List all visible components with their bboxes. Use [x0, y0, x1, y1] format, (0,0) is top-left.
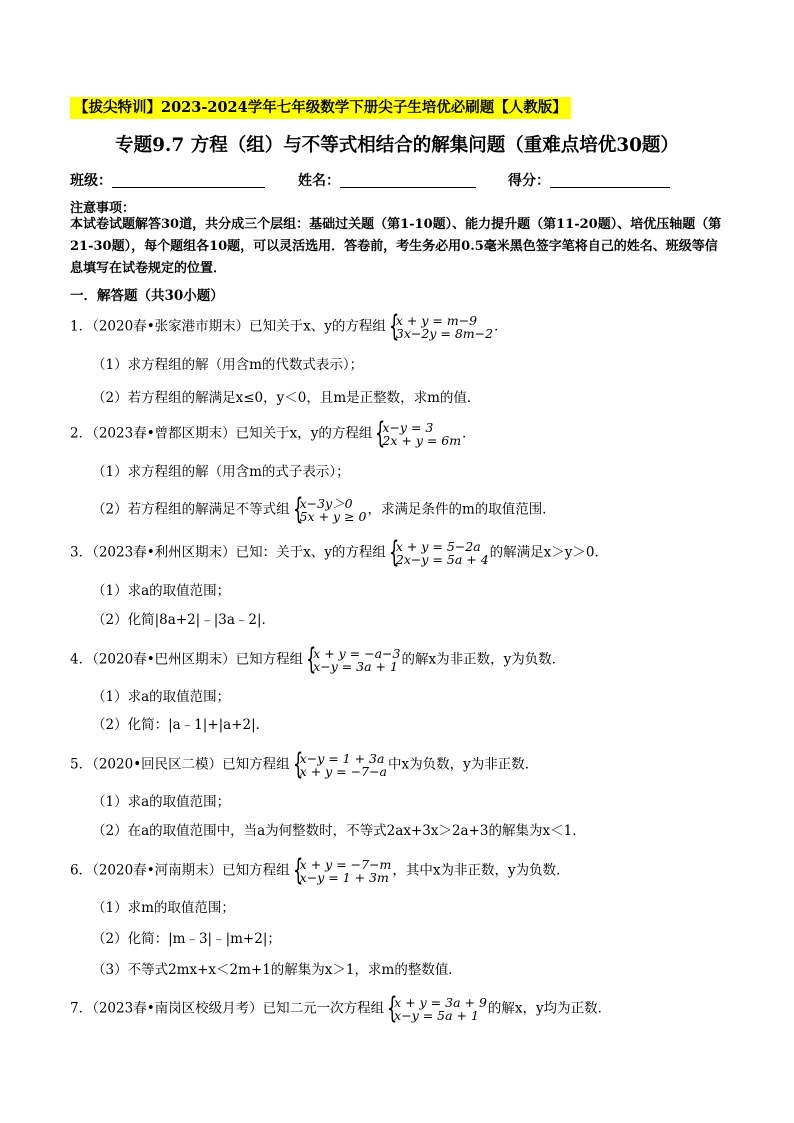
- sub-question-text: （2）若方程组的解满足不等式组: [92, 501, 290, 518]
- sub-question: （2）化简|8a+2|﹣|3a﹣2|．: [92, 612, 276, 628]
- name-blank[interactable]: [340, 173, 476, 188]
- equation-line: 2x + y = 6m: [382, 433, 462, 448]
- equation-system: [385, 996, 487, 1022]
- question-number: 3．: [70, 544, 93, 561]
- equation-line: 3x−2y = 8m−2: [395, 326, 494, 341]
- sub-question: （1）求a的取值范围；: [92, 689, 231, 705]
- class-blank[interactable]: [112, 173, 265, 188]
- question-stem-end: 中x为负数，y为非正数．: [387, 756, 539, 773]
- name-label: 姓名：: [298, 173, 340, 189]
- score-field[interactable]: [508, 170, 670, 190]
- equation-line: { x + y = 3a + 9: [394, 995, 487, 1010]
- question-stem: （2023春•利州区期末）已知：关于x、y的方程组: [92, 544, 386, 561]
- equation-line: { x + y = −a−3: [313, 646, 401, 661]
- question-5: [70, 752, 538, 778]
- sub-question: （2）若方程组的解满足x≤0，y＜0，且m是正整数，求m的值．: [92, 390, 481, 406]
- equation-line: { x + y = 5−2a: [395, 539, 481, 554]
- equation-system: [373, 421, 461, 447]
- question-4: [70, 647, 565, 673]
- equation-system: [387, 540, 489, 566]
- class-label: 班级：: [70, 173, 112, 189]
- sub-question: （1）求a的取值范围；: [92, 794, 231, 810]
- sub-question: （2）化简：|a﹣1|+|a+2|．: [92, 717, 270, 733]
- sub-question: （1）求方程组的解（用含m的代数式表示）；: [92, 357, 364, 373]
- question-number: 7．: [70, 1000, 93, 1017]
- series-tag: 【拔尖特训】2023-2024学年七年级数学下册尖子生培优必刷题【人教版】: [70, 97, 571, 119]
- notice-text: 本试卷试题解答30道，共分成三个层组：基础过关题（第1-10题）、能力提升题（第11-20题）、培优压轴题（第21-30题），每个题组各10题，可以灵活选用．答卷前，考生务必用0.5毫米黑色签字笔将自己的姓名、班级等信息填写在试卷规定的位置．: [70, 217, 722, 276]
- question-number: 6．: [70, 862, 93, 879]
- sub-question-text: ，求满足条件的m的取值范围．: [367, 501, 556, 518]
- question-7: [70, 996, 611, 1022]
- equation-line: 2x−y = 5a + 4: [395, 552, 489, 567]
- equation-line: { x−y = 1 + 3a: [299, 751, 385, 766]
- question-2: [70, 421, 476, 447]
- question-stem-end: 的解x为非正数，y为负数．: [401, 651, 566, 668]
- equation-system: [387, 314, 493, 340]
- question-stem: （2020春•张家港市期末）已知关于x、y的方程组: [92, 318, 386, 335]
- equation-line: x + y = −7−a: [299, 764, 387, 779]
- question-stem: （2020春•河南期末）已知方程组: [92, 862, 290, 879]
- question-stem-end: ，其中x为非正数，y为负数．: [392, 862, 570, 879]
- sub-question: （1）求方程组的解（用含m的式子表示）；: [92, 464, 350, 480]
- question-3: [70, 540, 608, 566]
- page-title: 专题9.7 方程（组）与不等式相结合的解集问题（重难点培优30题）: [115, 135, 679, 156]
- question-stem: （2020•回民区二模）已知方程组: [92, 756, 290, 773]
- question-stem-end: ．: [462, 425, 476, 442]
- equation-system: [291, 858, 392, 884]
- question-stem-end: 的解满足x＞y＞0．: [489, 544, 608, 561]
- sub-question: （3）不等式2mx+x＜2m+1的解集为x＞1，求m的整数值．: [92, 962, 462, 978]
- sub-question: （1）求a的取值范围；: [92, 583, 231, 599]
- inequality-system: [291, 497, 367, 523]
- equation-line: { x−y = 3: [382, 420, 434, 435]
- equation-line: x−y = 1 + 3m: [299, 870, 389, 885]
- sub-question: （2）化简：|m﹣3|﹣|m+2|；: [92, 931, 281, 947]
- question-stem: （2023春•曾都区期末）已知关于x，y的方程组: [92, 425, 373, 442]
- question-stem: （2020春•巴州区期末）已知方程组: [92, 651, 304, 668]
- question-number: 1．: [70, 318, 93, 335]
- question-stem-end: ．: [494, 318, 508, 335]
- section-heading: 一．解答题（共30小题）: [70, 288, 224, 304]
- sub-question: （2）在a的取值范围中，当a为何整数时，不等式2ax+3x＞2a+3的解集为x＜1．: [92, 823, 586, 839]
- inequality-line: 5x + y ≥ 0: [299, 509, 367, 524]
- equation-line: { x + y = −7−m: [299, 857, 392, 872]
- equation-line: x−y = 5a + 1: [394, 1008, 479, 1023]
- question-number: 4．: [70, 651, 93, 668]
- equation-line: { x + y = m−9: [395, 313, 478, 328]
- sub-question: （1）求m的取值范围；: [92, 900, 235, 916]
- student-info-fields: [70, 170, 730, 192]
- score-blank[interactable]: [550, 173, 670, 188]
- question-stem-end: 的解x，y均为正数．: [487, 1000, 612, 1017]
- sub-question: [92, 497, 556, 523]
- equation-system: [291, 752, 387, 778]
- equation-line: x−y = 3a + 1: [313, 659, 398, 674]
- notice-heading: 注意事项：: [70, 201, 136, 216]
- question-number: 5．: [70, 756, 93, 773]
- class-field[interactable]: [70, 170, 265, 190]
- question-stem: （2023春•南岗区校级月考）已知二元一次方程组: [92, 1000, 385, 1017]
- question-number: 2．: [70, 425, 93, 442]
- question-1: [70, 314, 508, 340]
- score-label: 得分：: [508, 173, 550, 189]
- name-field[interactable]: [298, 170, 476, 190]
- inequality-line: { x−3y＞0: [299, 496, 353, 511]
- equation-system: [304, 647, 400, 673]
- question-6: [70, 858, 570, 884]
